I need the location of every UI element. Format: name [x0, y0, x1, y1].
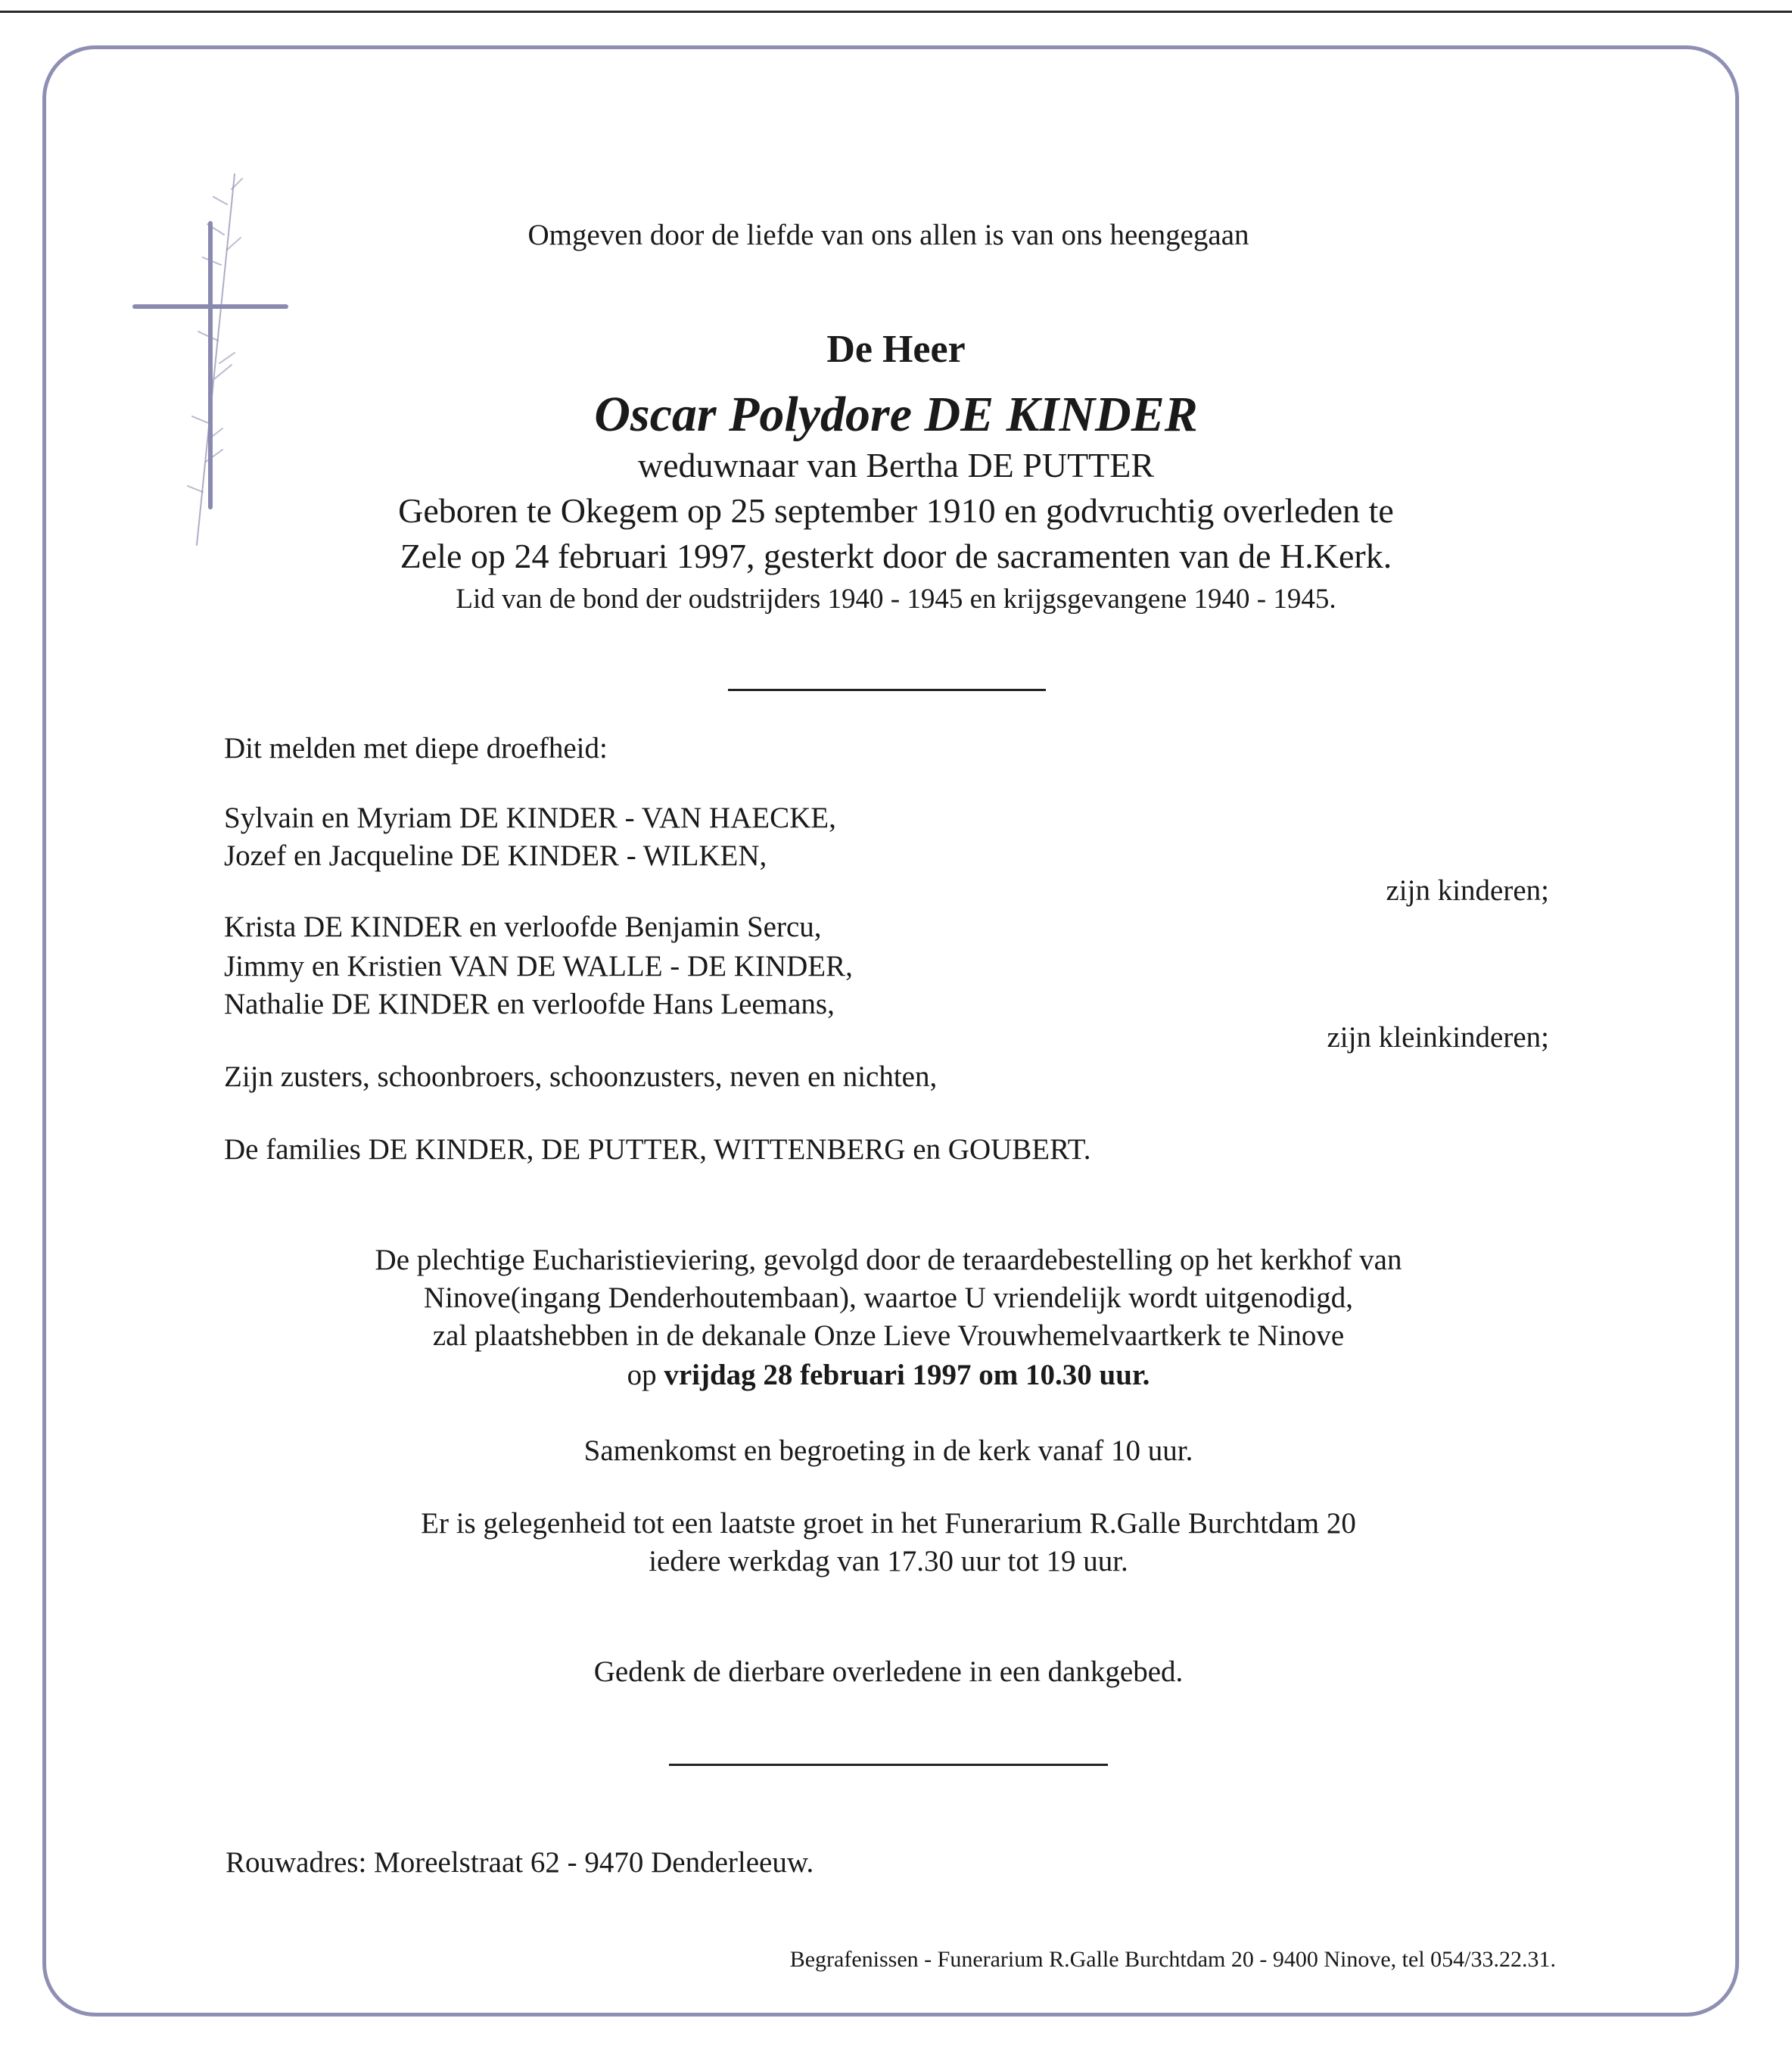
grandchild-line-2: Jimmy en Kristien VAN DE WALLE - DE KINDER,: [224, 950, 853, 983]
ceremony-line-1: De plechtige Eucharistieviering, gevolgd door de teraardebestelling op het kerkhof van: [375, 1244, 1402, 1276]
deceased-name: Oscar Polydore DE KINDER: [594, 387, 1198, 442]
child-line-2: Jozef en Jacqueline DE KINDER - WILKEN,: [224, 839, 767, 872]
visitation-line-2: iedere werkdag van 17.30 uur tot 19 uur.: [649, 1545, 1128, 1577]
siblings-text: Zijn zusters, schoonbroers, schoonzusters, neven en nichten,: [224, 1060, 938, 1093]
membership-text: Lid van de bond der oudstrijders 1940 - 1945 en krijgsgevangene 1940 - 1945.: [456, 584, 1336, 615]
families-text: De families DE KINDER, DE PUTTER, WITTENBERG en GOUBERT.: [224, 1133, 1091, 1166]
scan-top-edge: [0, 11, 1792, 13]
title-text: De Heer: [826, 328, 966, 371]
remember-text: Gedenk de dierbare overledene in een dankgebed.: [593, 1655, 1184, 1688]
mourning-address: Rouwadres: Moreelstraat 62 - 9470 Denderleeuw.: [226, 1846, 814, 1879]
ceremony-date: vrijdag 28 februari 1997 om 10.30 uur.: [664, 1359, 1150, 1391]
ceremony-line-3: zal plaatshebben in de dekanale Onze Lieve Vrouwhemelvaartkerk te Ninove: [432, 1319, 1345, 1352]
divider-top: [728, 689, 1046, 691]
ceremony-line-2: Ninove(ingang Denderhoutembaan), waartoe U vriendelijk wordt uitgenodigd,: [423, 1282, 1354, 1314]
intro-text: Omgeven door de liefde van ons allen is van ons heengegaan: [527, 219, 1249, 251]
gathering-text: Samenkomst en begroeting in de kerk vanaf 10 uur.: [583, 1434, 1193, 1467]
announce-text: Dit melden met diepe droefheid:: [224, 732, 608, 765]
child-line-1: Sylvain en Myriam DE KINDER - VAN HAECKE,: [224, 802, 836, 834]
funeral-home-footer: Begrafenissen - Funerarium R.Galle Burchtdam 20 - 9400 Ninove, tel 054/33.22.31.: [789, 1947, 1556, 1972]
birth-death-line-1: Geboren te Okegem op 25 september 1910 en godvruchtig overleden te: [398, 491, 1394, 530]
ceremony-prefix: op: [627, 1359, 657, 1391]
children-label: zijn kinderen;: [1386, 874, 1549, 907]
ceremony-date-line: [0, 1358, 1777, 1392]
divider-bottom: [669, 1764, 1108, 1766]
grandchildren-label: zijn kleinkinderen;: [1327, 1021, 1549, 1054]
grandchild-line-3: Nathalie DE KINDER en verloofde Hans Leemans,: [224, 988, 835, 1020]
visitation-line-1: Er is gelegenheid tot een laatste groet in het Funerarium R.Galle Burchtdam 20: [421, 1507, 1356, 1540]
birth-death-line-2: Zele op 24 februari 1997, gesterkt door de sacramenten van de H.Kerk.: [400, 537, 1392, 575]
spouse-text: weduwnaar van Bertha DE PUTTER: [637, 446, 1155, 484]
grandchild-line-1: Krista DE KINDER en verloofde Benjamin Sercu,: [224, 911, 822, 943]
